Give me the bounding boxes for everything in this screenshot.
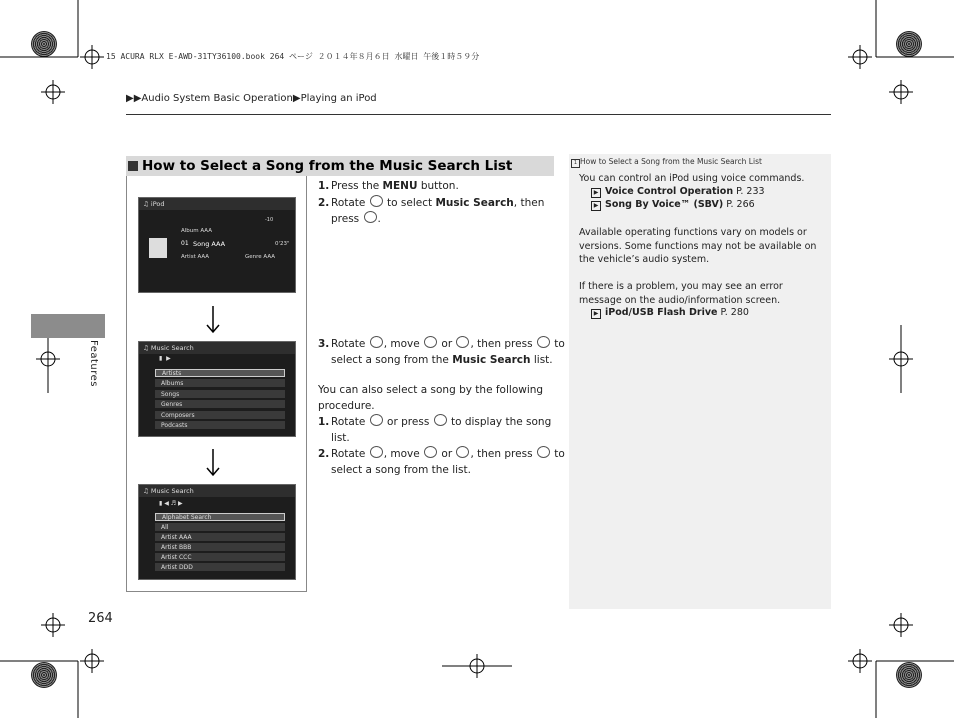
note-icon: 1	[571, 159, 580, 168]
album-art	[149, 238, 167, 258]
sidebar-paragraph-3: If there is a problem, you may see an error message on the audio/information screen.	[579, 281, 783, 306]
file-info-line: 15 ACURA RLX E-AWD-31TY36100.book 264 ページ ２０１４年８月６日 水曜日 午後１時５９分	[106, 52, 480, 61]
interface-dial-rotate-icon	[370, 446, 383, 458]
nav-row: ▮ ◀ ♬ ▶	[159, 500, 183, 507]
genre-label: Genre AAA	[245, 254, 275, 260]
interface-dial-right-icon	[456, 336, 469, 348]
steps-select-song	[318, 336, 565, 368]
interface-dial-rotate-icon	[370, 336, 383, 348]
sidebar-heading: 1 How to Select a Song from the Music Search List	[571, 157, 762, 168]
breadcrumb-part-2[interactable]: Playing an iPod	[300, 93, 377, 104]
song-label: Song AAA	[193, 240, 226, 248]
list-item[interactable]: Artists	[155, 369, 285, 377]
breadcrumb-separator: ▶	[292, 93, 301, 104]
interface-dial-rotate-icon	[370, 414, 383, 426]
alt-step-2-cont: select a song from the list.	[331, 463, 471, 476]
reference-ipod-usb[interactable]: ▶ iPod/USB Flash Drive P. 280	[591, 307, 749, 319]
section-heading	[126, 156, 554, 176]
list-item[interactable]: Podcasts	[155, 421, 285, 429]
artist-label: Artist AAA	[181, 254, 210, 260]
screen-music-search	[138, 341, 296, 437]
step-2: 2. Rotate to select Music Search, then	[318, 196, 545, 209]
interface-dial-press-icon	[364, 211, 377, 223]
breadcrumb-arrows: ▶▶	[126, 93, 142, 104]
alt-intro-line-1: You can also select a song by the following	[318, 384, 544, 396]
step-3-cont: select a song from the Music Search list.	[331, 353, 553, 366]
list-item[interactable]: Artist BBB	[155, 543, 285, 551]
steps-select-music-search	[318, 179, 544, 228]
list-item[interactable]: Albums	[155, 379, 285, 387]
screen-artist-list	[138, 484, 296, 580]
sidebar-paragraph-1: You can control an iPod using voice commands.	[579, 173, 805, 184]
breadcrumb-part-1[interactable]: Audio System Basic Operation	[141, 93, 293, 104]
music-note-icon: ♫	[143, 344, 151, 352]
nav-row: ▮ ▶	[159, 355, 171, 362]
interface-dial-left-icon	[424, 446, 437, 458]
reference-arrow-icon: ▶	[591, 309, 601, 319]
track-number: 01	[181, 240, 189, 247]
section-bullet-icon	[128, 161, 138, 171]
breadcrumb	[126, 93, 377, 104]
step-3: 3. Rotate , move or , then press to	[318, 338, 565, 350]
reference-arrow-icon: ▶	[591, 201, 601, 211]
screen-ipod	[138, 197, 296, 293]
screen-ipod-header: ♫ iPod	[139, 198, 295, 210]
interface-dial-left-icon	[424, 336, 437, 348]
reference-song-by-voice[interactable]: ▶ Song By Voice™ (SBV) P. 266	[591, 199, 755, 211]
track-count: -10	[265, 217, 274, 223]
music-note-icon: ♫	[143, 487, 151, 495]
list-item[interactable]: All	[155, 523, 285, 531]
list-item[interactable]: Songs	[155, 390, 285, 398]
list-item[interactable]: Alphabet Search	[155, 513, 285, 521]
list-item[interactable]: Artist DDD	[155, 563, 285, 571]
reference-voice-control[interactable]: ▶ Voice Control Operation P. 233	[591, 186, 765, 198]
header-rule	[126, 114, 831, 115]
list-item[interactable]: Artist CCC	[155, 553, 285, 561]
interface-dial-press-icon	[537, 446, 550, 458]
interface-dial-press-icon	[537, 336, 550, 348]
interface-dial-right-icon	[456, 446, 469, 458]
list-item[interactable]: Composers	[155, 411, 285, 419]
step-2-cont: press .	[331, 213, 381, 225]
alt-step-1-cont: list.	[331, 431, 350, 444]
section-title: How to Select a Song from the Music Search List	[142, 158, 513, 174]
list-item[interactable]: Genres	[155, 400, 285, 408]
chapter-label: Features	[88, 340, 99, 387]
sidebar-notes	[569, 154, 831, 609]
screen-artist-list-header: ♫ Music Search	[139, 485, 295, 497]
time-label: 0'23"	[275, 241, 290, 247]
step-1: 1. Press the MENU button.	[318, 180, 459, 192]
alt-step-2: 2. Rotate , move or , then press to	[318, 448, 565, 460]
list-item[interactable]: Artist AAA	[155, 533, 285, 541]
chapter-tab	[31, 314, 105, 338]
reference-arrow-icon: ▶	[591, 188, 601, 198]
screen-music-search-header: ♫ Music Search	[139, 342, 295, 354]
page-number: 264	[88, 611, 113, 626]
album-label: Album AAA	[181, 228, 212, 234]
interface-dial-rotate-icon	[370, 195, 383, 207]
arrow-down-icon	[205, 449, 221, 477]
music-note-icon: ♫	[143, 200, 151, 208]
alternate-procedure	[318, 383, 565, 478]
sidebar-paragraph-2: Available operating functions vary on models or versions. Some functions may not be available on the vehicle’s audio system.	[579, 227, 817, 265]
interface-dial-press-icon	[434, 414, 447, 426]
alt-intro-line-2: procedure.	[318, 399, 375, 412]
arrow-down-icon	[205, 306, 221, 334]
alt-step-1: 1. Rotate or press to display the song	[318, 416, 552, 428]
